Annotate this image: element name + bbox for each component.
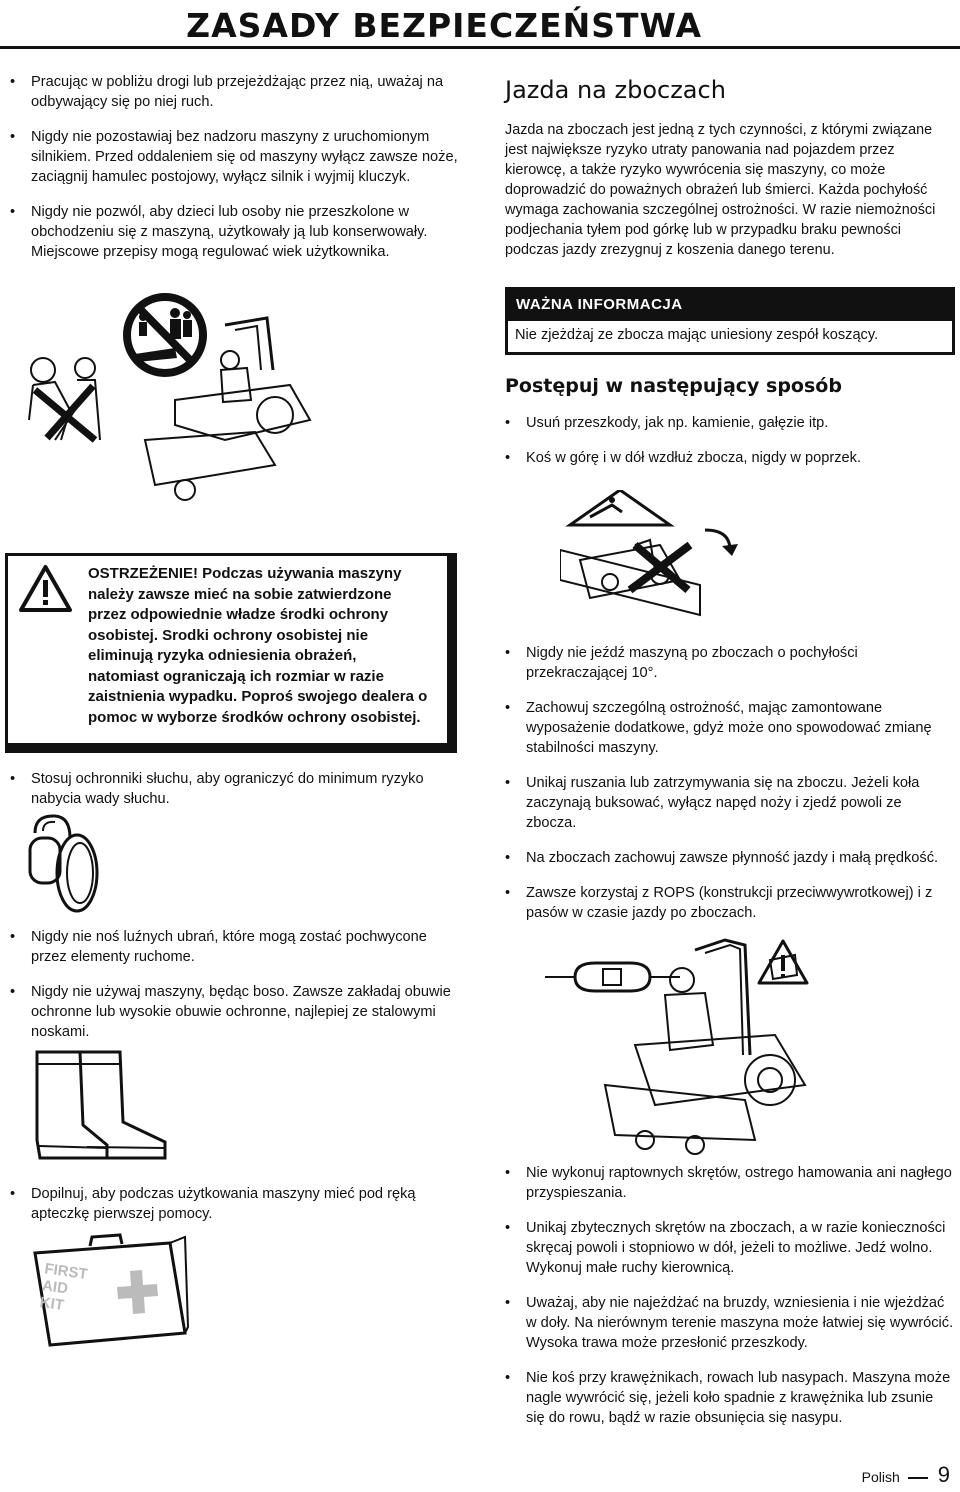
list-item: • Nigdy nie używaj maszyny, będąc boso. Zawsze zakładaj obuwie ochronne lub wysokie obuwie ochronne, najlepiej ze stalowymi noskami.	[10, 982, 458, 1042]
warning-triangle-icon	[18, 564, 73, 614]
subheading: Postępuj w następujący sposób	[505, 375, 842, 397]
page-title: ZASADY BEZPIECZEŃSTWA	[186, 6, 702, 45]
list-item: • Usuń przeszkody, jak np. kamienie, gałęzie itp.	[505, 413, 955, 433]
list-item: • Zachowuj szczególną ostrożność, mając zamontowane wyposażenie dodatkowe, gdyż może ono spowodować zmianę stabilności maszyny.	[505, 698, 955, 758]
first-aid-kit-illustration	[30, 1233, 190, 1351]
list-item: • Unikaj zbytecznych skrętów na zboczach, a w razie konieczności skręcaj powoli i stopniowo w dół, jeżeli to możliwe. Jedź wolno. Wykonuj małe ruchy kierownicą.	[505, 1218, 955, 1278]
list-item: • Na zboczach zachowuj zawsze płynność jazdy i małą prędkość.	[505, 848, 955, 868]
children-near-mower-illustration	[25, 290, 345, 515]
bullet-list-slopes	[505, 643, 955, 938]
notice-body: Nie zjeżdżaj ze zbocza mając uniesiony zespół koszący.	[515, 327, 879, 343]
page-footer	[862, 1462, 950, 1488]
bullet-list-procedure	[505, 413, 955, 483]
list-item: • Unikaj ruszania lub zatrzymywania się na zboczu. Jeżeli koła zaczynają buksować, wyłącz napęd noży i zjedź powoli ze zbocza.	[505, 773, 955, 833]
warning-text: OSTRZEŻENIE! Podczas używania maszyny należy zawsze mieć na sobie zatwierdzone przez odpowiednie władze środki ochrony osobistej. Srodki ochrony osobistej nie eliminują ryzyka odniesienia obrażeń, natomiast ograniczają ich rozmiar w razie zaistnienia wypadku. Poproś swojego dealera o pomoc w wyborze środków ochrony osobistej.	[88, 565, 428, 726]
intro-paragraph: Jazda na zboczach jest jedną z tych czynności, z którymi związane jest największe ryzyko utraty panowania nad pojazdem przez kierowcę, a także ryzyko wywrócenia się maszyny, co może doprowadzić do poważnych obrażeń lub śmierci. Każda pochyłość wymaga zachowania szczególnej ostrożności. W razie niemożności podjechania tyłem pod górkę lub w przypadku braku pewności podczas jazdy zrezygnuj z koszenia danego terenu.	[505, 122, 936, 258]
title-rule	[0, 46, 960, 49]
section-title: Jazda na zboczach	[505, 76, 726, 104]
ear-protection-illustration	[25, 813, 105, 918]
list-item: • Nie koś przy krawężnikach, rowach lub nasypach. Maszyna może nagle wywrócić się, jeżeli koło spadnie z krawężnika lub zsunie się do rowu, bądź w razie obsunięcia się nasypu.	[505, 1368, 955, 1428]
list-item: • Pracując w pobliżu drogi lub przejeżdżając przez nią, uważaj na odbywający się po niej ruch.	[10, 72, 458, 112]
first-aid-kit-label: FIRST AID KIT	[38, 1260, 89, 1315]
list-item: • Dopilnuj, aby podczas użytkowania maszyny mieć pod ręką apteczkę pierwszej pomocy.	[10, 1184, 458, 1224]
footer-rule	[908, 1477, 928, 1479]
rops-seatbelt-illustration	[545, 935, 825, 1160]
list-item: • Nie wykonuj raptownych skrętów, ostrego hamowania ani nagłego przyspieszania.	[505, 1163, 955, 1203]
notice-heading: WAŻNA INFORMACJA	[508, 290, 952, 321]
list-item: • Stosuj ochronniki słuchu, aby ograniczyć do minimum ryzyko nabycia wady słuchu.	[10, 769, 458, 809]
list-item: • Nigdy nie noś luźnych ubrań, które mogą zostać pochwycone przez elementy ruchome.	[10, 927, 458, 967]
list-item: • Nigdy nie pozostawiaj bez nadzoru maszyny z uruchomionym silnikiem. Przed oddaleniem się od maszyny wyłącz zawsze noże, zaciągnij hamulec postojowy, wyłącz silnik i wyjmij kluczyk.	[10, 127, 458, 187]
left-column	[10, 72, 458, 277]
bullet-list-top	[10, 72, 458, 262]
list-item: • Koś w górę i w dół wzdłuż zbocza, nigdy w poprzek.	[505, 448, 955, 468]
page-number: 9	[937, 1462, 950, 1487]
list-item: • Nigdy nie pozwól, aby dzieci lub osoby nie przeszkolone w obchodzeniu się z maszyną, użytkowały ją lub konserwowały. Miejscowe przepisy mogą regulować wiek użytkownika.	[10, 202, 458, 262]
list-item: • Nigdy nie jeźdź maszyną po zboczach o pochyłości przekraczającej 10°.	[505, 643, 955, 683]
footer-language: Polish	[861, 1469, 900, 1485]
no-crosswise-mowing-illustration	[560, 490, 740, 620]
bullet-list-driving	[505, 1163, 955, 1443]
list-item: • Zawsze korzystaj z ROPS (konstrukcji przeciwwywrotkowej) i z pasów w czasie jazdy po zboczach.	[505, 883, 955, 923]
warning-box	[5, 553, 457, 753]
important-notice-box	[505, 287, 955, 355]
bullet-list-first-aid	[10, 1184, 458, 1239]
bullet-list-clothing	[10, 927, 458, 1057]
safety-boots-illustration	[25, 1050, 175, 1162]
list-item: • Uważaj, aby nie najeżdżać na bruzdy, wzniesienia i nie wjeżdżać w doły. Na nierównym terenie maszyna może łatwiej się wywrócić. Wysoka trawa może przesłonić przeszkody.	[505, 1293, 955, 1353]
